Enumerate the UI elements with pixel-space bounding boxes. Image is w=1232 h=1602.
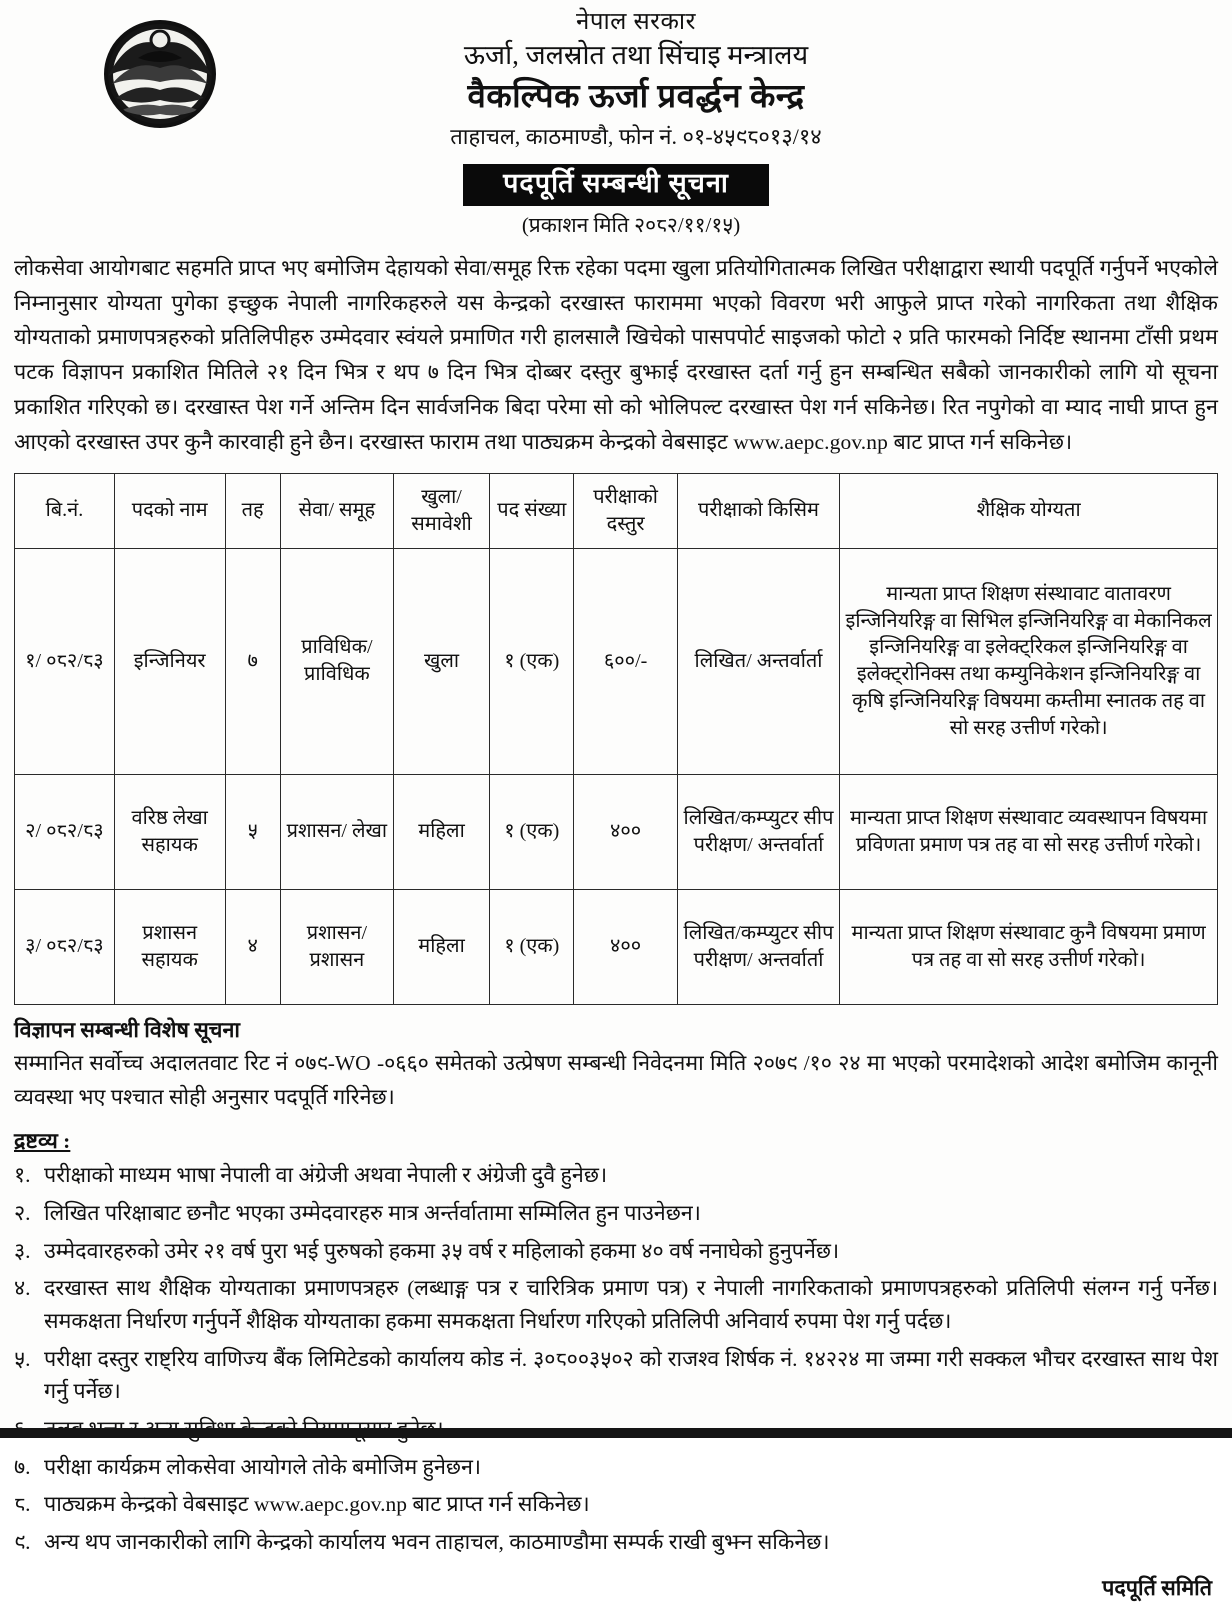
note-number: ७. <box>14 1454 31 1479</box>
list-item <box>14 1197 1218 1230</box>
cell-post-count: १ (एक) <box>490 548 574 774</box>
nepal-government-emblem-icon <box>98 14 222 134</box>
cell-open-inclusive: खुला <box>393 548 489 774</box>
notice-title: पदपूर्ति सम्बन्धी सूचना <box>463 164 769 206</box>
cell-service-group: प्रशासन/ लेखा <box>280 774 393 889</box>
cell-exam-type: लिखित/कम्प्युटर सीप परीक्षण/ अन्तर्वार्ता <box>677 889 839 1004</box>
cell-qualification: मान्यता प्राप्त शिक्षण संस्थावाट व्यवस्थापन विषयमा प्रविणता प्रमाण पत्र तह वा सो सरह उत्तीर्ण गरेको। <box>840 774 1218 889</box>
col-header-exam-fee: परीक्षाको दस्तुर <box>574 473 677 548</box>
cell-post-name: इन्जिनियर <box>114 548 225 774</box>
list-item <box>14 1159 1218 1192</box>
table-header-row <box>15 473 1218 548</box>
cell-exam-type: लिखित/ अन्तर्वार्ता <box>677 548 839 774</box>
special-notice-heading: विज्ञापन सम्बन्धी विशेष सूचना <box>14 1017 240 1042</box>
note-number: २. <box>14 1201 31 1226</box>
government-name: नेपाल सरकार <box>576 9 696 35</box>
cell-post-count: १ (एक) <box>490 774 574 889</box>
vacancy-table <box>14 473 1218 1005</box>
ministry-name: ऊर्जा, जलस्रोत तथा सिंचाइ मन्त्रालय <box>463 40 809 71</box>
cell-level: ४ <box>225 889 280 1004</box>
cell-open-inclusive: महिला <box>393 774 489 889</box>
cell-open-inclusive: महिला <box>393 889 489 1004</box>
table-row <box>15 774 1218 889</box>
notes-heading: द्रष्टव्य : <box>14 1129 71 1154</box>
cell-post-name: वरिष्ठ लेखा सहायक <box>114 774 225 889</box>
list-item <box>14 1235 1218 1268</box>
cell-service-group: प्राविधिक/ प्राविधिक <box>280 548 393 774</box>
intro-paragraph: लोकसेवा आयोगबाट सहमति प्राप्त भए बमोजिम देहायको सेवा/समूह रिक्त रहेका पदमा खुला प्रतियोगितात्मक लिखित परीक्षाद्वारा स्थायी पदपूर्ति गर्नुपर्ने भएकोले निम्नानुसार योग्यता पुगेका इच्छुक नेपाली नागरिकहरुले यस केन्द्रको दरखास्त फाराममा भएको विवरण भरी आफुले प्राप्त गरेको नागरिकता तथा शैक्षिक योग्यताको प्रमाणपत्रहरुको प्रतिलिपीहरु उम्मेदवार स्वंयले प्रमाणित गरी हालसालै खिचेको पासपपोर्ट साइजको फोटो २ प्रति फारमको निर्दिष्ट स्थानमा टाँसी प्रथम पटक विज्ञापन प्रकाशित मितिले २१ दिन भित्र र थप ७ दिन भित्र दोब्बर दस्तुर बुझाई दरखास्त दर्ता गर्नु हुन सम्बन्धित सबैको जानकारीको लागि यो सूचना प्रकाशित गरिएको छ। दरखास्त पेश गर्ने अन्तिम दिन सार्वजनिक बिदा परेमा सो को भोलिपल्ट दरखास्त पेश गर्न सकिनेछ। रित नपुगेको वा म्याद नाघी प्राप्त हुन आएको दरखास्त उपर कुनै कारवाही हुने छैन। दरखास्त फाराम तथा पाठ्यक्रम केन्द्रको वेबसाइट www.aepc.gov.np बाट प्राप्त गर्न सकिनेछ। <box>14 255 1218 454</box>
note-text: परीक्षा दस्तुर राष्ट्रिय वाणिज्य बैंक लिमिटेडको कार्यालय कोड नं. ३०८००३५०२ को राजश्व शिर्षक नं. १४२२४ मा जम्मा गरी सक्कल भौचर दरखास्त साथ पेश गर्नु पर्नेछ। <box>44 1346 1218 1404</box>
list-item <box>14 1526 1218 1559</box>
cell-qualification: मान्यता प्राप्त शिक्षण संस्थावाट कुनै विषयमा प्रमाण पत्र तह वा सो सरह उत्तीर्ण गरेको। <box>840 889 1218 1004</box>
note-number: ३. <box>14 1238 31 1263</box>
cell-qualification: मान्यता प्राप्त शिक्षण संस्थावाट वातावरण इन्जिनियरिङ्ग वा सिभिल इन्जिनियरिङ्ग वा मेकानिकल इन्जिनियरिङ्ग वा इलेक्ट्रिकल इन्जिनियरिङ्ग वा इलेक्ट्रोनिक्स तथा कम्युनिकेशन इन्जिनियरिङ्ग वा कृषि इन्जिनियरिङ्ग विषयमा कम्तीमा स्नातक तह वा सो सरह उत्तीर्ण गरेको। <box>840 548 1218 774</box>
cell-level: ५ <box>225 774 280 889</box>
col-header-open-inclusive: खुला/ समावेशी <box>393 473 489 548</box>
cell-exam-fee: ४०० <box>574 889 677 1004</box>
col-header-qualification: शैक्षिक योग्यता <box>840 473 1218 548</box>
title-banner-wrap <box>14 164 1218 206</box>
cell-advertisement-no: २/ ०८२/८३ <box>15 774 115 889</box>
note-number: १. <box>14 1163 31 1188</box>
cell-level: ७ <box>225 548 280 774</box>
bottom-rule <box>0 1428 1232 1438</box>
center-name: वैकल्पिक ऊर्जा प्रवर्द्धन केन्द्र <box>467 79 805 116</box>
col-header-exam-type: परीक्षाको किसिम <box>677 473 839 548</box>
cell-advertisement-no: १/ ०८२/८३ <box>15 548 115 774</box>
masthead <box>14 8 1218 158</box>
special-notice-body: सम्मानित सर्वोच्च अदालतवाट रिट नं ०७९-WO -०६६० समेतको उत्प्रेषण सम्बन्धी निवेदनमा मिति २०७९ /१० २४ मा भएको परमादेशको आदेश बमोजिम कानूनी व्यवस्था भए पश्चात सोही अनुसार पदपूर्ति गरिनेछ। <box>14 1050 1218 1110</box>
table-row <box>15 889 1218 1004</box>
note-number: ९. <box>14 1530 31 1555</box>
note-text: पाठ्यक्रम केन्द्रको वेबसाइट www.aepc.gov.np बाट प्राप्त गर्न सकिनेछ। <box>44 1492 590 1517</box>
list-item <box>14 1451 1218 1484</box>
note-text: परीक्षा कार्यक्रम लोकसेवा आयोगले तोके बमोजिम हुनेछन। <box>44 1454 482 1479</box>
office-address: ताहाचल, काठमाण्डौ, फोन नं. ०१-४५९८०१३/१४ <box>450 124 822 150</box>
cell-exam-type: लिखित/कम्प्युटर सीप परीक्षण/ अन्तर्वार्ता <box>677 774 839 889</box>
col-header-post-count: पद संख्या <box>490 473 574 548</box>
list-item <box>14 1272 1218 1337</box>
note-number: ५. <box>14 1346 31 1371</box>
note-text: उम्मेदवारहरुको उमेर २१ वर्ष पुरा भई पुरुषको हकमा ३५ वर्ष र महिलाको हकमा ४० वर्ष ननाघेको हुनुपर्नेछ। <box>44 1238 840 1263</box>
col-header-post-name: पदको नाम <box>114 473 225 548</box>
notes-list <box>14 1159 1218 1558</box>
cell-service-group: प्रशासन/ प्रशासन <box>280 889 393 1004</box>
cell-post-count: १ (एक) <box>490 889 574 1004</box>
cell-exam-fee: ६००/- <box>574 548 677 774</box>
cell-exam-fee: ४०० <box>574 774 677 889</box>
col-header-advertisement-no: बि.नं. <box>15 473 115 548</box>
note-number: ८. <box>14 1492 31 1517</box>
list-item <box>14 1488 1218 1521</box>
cell-post-name: प्रशासन सहायक <box>114 889 225 1004</box>
note-text: लिखित परिक्षाबाट छनौट भएका उम्मेदवारहरु मात्र अर्न्तर्वातामा सम्मिलित हुन पाउनेछन। <box>44 1201 701 1226</box>
list-item <box>14 1343 1218 1408</box>
note-text: परीक्षाको माध्यम भाषा नेपाली वा अंग्रेजी अथवा नेपाली र अंग्रेजी दुवै हुनेछ। <box>44 1163 608 1188</box>
cell-advertisement-no: ३/ ०८२/८३ <box>15 889 115 1004</box>
note-number: ४. <box>14 1276 31 1301</box>
note-text: दरखास्त साथ शैक्षिक योग्यताका प्रमाणपत्रहरु (लब्धाङ्ग पत्र र चारित्रिक प्रमाण पत्र) र नेपाली नागरिकताको प्रमाणपत्रहरुको प्रतिलिपी संलग्न गर्नु पर्नेछ। समकक्षता निर्धारण गर्नुपर्ने शैक्षिक योग्यताका हकमा समकक्षता निर्धारण गरिएको प्रतिलिपी अनिवार्य रुपमा पेश गर्नु पर्दछ। <box>44 1276 1218 1334</box>
committee-signature: पदपूर्ति समिति <box>1102 1575 1212 1600</box>
col-header-service-group: सेवा/ समूह <box>280 473 393 548</box>
col-header-level: तह <box>225 473 280 548</box>
table-row <box>15 548 1218 774</box>
note-text: अन्य थप जानकारीको लागि केन्द्रको कार्यालय भवन ताहाचल, काठमाण्डौमा सम्पर्क राखी बुझ्न सकिनेछ। <box>44 1530 830 1555</box>
publication-date: (प्रकाशन मिति २०८२/११/१५) <box>521 212 741 237</box>
